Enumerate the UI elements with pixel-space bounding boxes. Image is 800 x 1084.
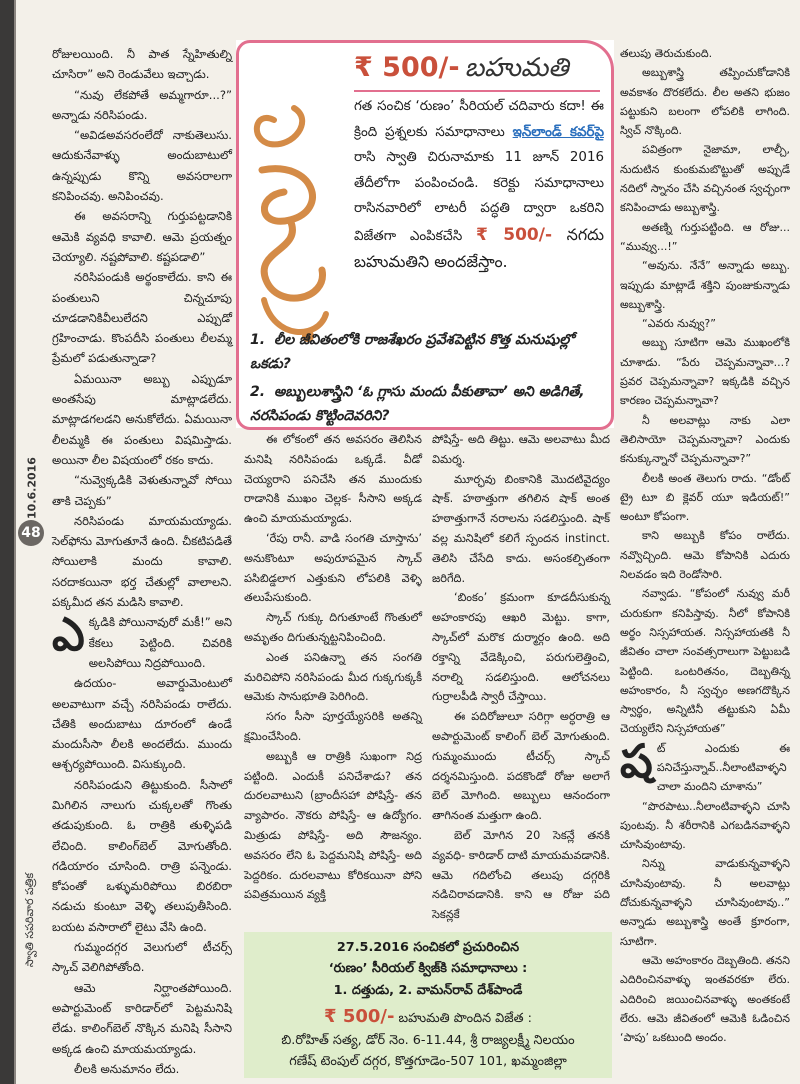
paragraph: నరిసిపండు మాయమయ్యాడు. సెల్‌ఫోను మోగుతూనే ఉంది. చీకటిపడితే సోయిలాకి మందు కావాలి. సరదాకయినా భర్త చేతుల్లో వాలాలని. పక్కమీద తన మడిసి కావాలి. [52, 513, 232, 610]
page-number: 48 [18, 520, 44, 546]
paragraph: బెల్ మోగిన 20 సెకన్లే తనకి వ్యవధి- కారిడార్ దాటి మాయమవడానికి. ఆమె గదిలోంచి తలుపు దగ్గరికి నడిచిరావడానికి. కాని ఆ రోజు పది సెకన్లకే [432, 828, 610, 922]
answers-subheading: ‘రుణం’ సీరియల్ క్విజ్‌కి సమాధానాలు : [328, 961, 528, 976]
issue-date-vertical [22, 458, 42, 518]
paragraph: అబ్బు సూటిగా ఆమె ముఖంలోకి చూశాడు. “పేరు చెప్పమన్నావా...? ప్రవర చెప్పమన్నావా? ఇక్కడికి వచ్చిన కారణం చెప్పమన్నావా? [620, 336, 790, 408]
paragraph: రోజులయింది. నీ పాత స్నేహితుల్ని చూసిరా” అని రెండువేలు ఇచ్చాడు. [52, 47, 232, 82]
magazine-title: స్వాతి సపరివార పత్రిక [23, 872, 36, 968]
quiz-question-1 [250, 328, 602, 376]
paragraph: ‘బింకం’ క్రమంగా కూడదీసుకున్న అహంకారపు ఆఖరి మెట్టు. కాగా, స్కాచ్‌లో మరొక దుర్మార్గం ఉంది. అది రక్తాన్ని వేడెక్కించి, పరుగులెత్తించి, నరాల్ని సడలిస్తుంది. ఆలోచనలు గుర్రాలపీడి స్వారీ చేస్తాయి. [432, 591, 610, 704]
paragraph: కాని అబ్బుకి కోపం రాలేదు. నవ్వొచ్చింది. ఆమె కోపానికి ఎదురు నిలవడం ఇది రెండోసారి. [620, 529, 790, 582]
swati-logo-icon [244, 100, 336, 350]
paragraph: ఆమె అహంకారం దెబ్బతింది. తనని ఎదిరించినవాళ్ళు ఇంతవరకూ లేరు. ఎదిరించి జయించినవాళ్ళు అంతకంటే లేరు. ఆమె జీవితంలో ఆమెకి ఓడించిన ‘పాపు’ ఒకటుంది అందం. [620, 953, 790, 1045]
paragraph: ఈ లోకంలో తన అవసరం తెలిసిన మనిషి నరిసిపండు ఒక్కడే. వీడో చెయ్యరాని పనిచేసి తన ముందుకు రాడానికి ముఖం చెల్లక- సీసాని అక్కడ ఉంచి మాయమయ్యాడు. [244, 433, 422, 526]
paragraph: మూర్ఛవు బింకానికి మొదటివైద్యం షాక్. హఠాత్తుగా తగిలిన షాక్ అంత హఠాత్తుగానే నరాలను సడలిస్తుంది. షాక్ వల్ల మనిషిలో కలిగే స్పందన instinct. తెలిసి చేసేది కాదు. అసంకల్పితంగా జరిగేది. [432, 472, 610, 585]
drop-cap-paragraph [52, 607, 232, 673]
paragraph: పవిత్రంగా నైజామా, లాల్చీ, నుదుటిన కుంకుమబొట్టుతో అప్పుడే నదిలో స్నానం చేసి వచ్చినంత స్వచ్ఛంగా కనిపించాడు అబ్బుశాస్త్రి. [620, 143, 790, 215]
paragraph: ఈ పదిరోజులూ సరిగ్గా అర్ధరాత్రి ఆ అపార్టుమెంట్ కాలింగ్ బెల్ మోగుతుంది. గుమ్మంముందు టీచర్స్ స్కాచ్ దర్శనమిస్తుంది. పదకొండో రోజు అలాగే బెల్ మోగింది. అబ్బులు ఆనందంగా తాగినంత మత్తుగా ఉంది. [432, 710, 610, 823]
prize-word: బహుమతి [464, 53, 569, 83]
column-4 [620, 44, 790, 1047]
magazine-title-vertical [16, 760, 46, 1080]
paragraph: నవ్వాడు. “కోపంలో నువ్వు మరీ చురుకుగా కనిపిస్తావు. నీలో కోపానికి అర్థం నిస్సహాయత. నిస్సహాయతకి నీ జీవితం చాలా సంవత్సరాలుగా పెట్టుబడి పెట్టింది. ఒంటరితనం, దెబ్బతిన్న అహంకారం, నీ స్వచ్ఛం అణగదొక్కిన స్వార్థం, అన్నిటినీ తట్టుకుని ఏమీ చెయ్యలేని నిస్సహాయత” [620, 587, 790, 736]
answers-heading: 27.5.2016 సంచికలో ప్రచురించిన [336, 940, 520, 955]
column-2 [244, 430, 422, 905]
winner-address-1: బి.రోహిత్ సత్య, డోర్ నెం. 6-11.44, శ్రీ రాజ్యలక్ష్మీ నిలయం [281, 1033, 575, 1048]
previous-answers-box [244, 932, 612, 1078]
intro-text: నగదు బహుమతిని అందజేస్తాం. [354, 224, 605, 271]
paragraph: “నువ్వెక్కడికి వెళుతున్నావో సోయి తాకి చెప్పకు” [52, 473, 232, 508]
answers-list: 1. దత్తుడు, 2. వామన్‌రావ్ దేశ్‌పాండే [333, 983, 523, 998]
paragraph: నిన్ను వాడుకున్నవాళ్ళని చూసివుంటావు. నీ అలవాట్లు దోచుకున్నవాళ్ళని చూసివుంటావు..” అన్నాడు అబ్బుశాస్త్రి అంతే క్రూరంగా, సూటిగా. [620, 857, 790, 948]
question-text: లీల జీవితంలోకి రాజశేఖరం ప్రవేశపెట్టిన కొత్త మనుషుల్లో ఒకడు? [250, 332, 574, 372]
intro-text: గత సంచిక ‘రుణం’ సీరియల్ చదివారు కదా! ఈ క్రింది ప్రశ్నలకు సమాధానాలు [354, 99, 604, 140]
paragraph: తలుపు తెరుచుకుంది. [620, 47, 713, 60]
binding-strip [0, 0, 14, 1084]
question-text: అబ్బులుశాస్త్రిని ‘ఓ గ్లాసు మందు పీకుతావా’ అని అడిగితే, నరసిపండు కొట్టిందెవరిని? [250, 384, 585, 424]
paragraph: లీలకి అనుమానం లేదు. [74, 1061, 180, 1076]
paragraph: సగం సీసా పూర్తయ్యేసరికి అతన్ని క్షమించేసింది. [244, 710, 422, 743]
paragraph: “నువు లేకపోతే అమ్మగారూ...?” అన్నాడు నరిసిపండు. [52, 87, 232, 122]
paragraph: పోషిస్తే- అది తిట్టు. ఆమె అలవాటు మీద విమర్శ. [432, 433, 610, 466]
paragraph: ఆమె నిర్ఘాంతపోయింది. అపార్టుమెంట్ కారిడార్‌లో పెట్టమనిషి లేడు. కాలింగ్‌బెల్ నొక్కిన మనిషి సీసాని అక్కడ ఉంచి మాయమయ్యాడు. [52, 980, 232, 1056]
paragraph: నీ అలవాట్లు నాకు ఎలా తెలిసాయో చెప్పమన్నావా? ఎందుకు కనుక్కున్నానో చెప్పమన్నావా?” [620, 413, 790, 466]
paragraph: “ఎవరు నువ్వు?” [642, 317, 716, 331]
winner-amount: ₹ 500/- [324, 1006, 395, 1027]
paragraph: అబ్బుశాస్త్రి తప్పించుకోడానికి అవకాశం దొరకలేదు. లీల అతని భుజం పట్టుకుని బలంగా లోపలికి లాగింది. స్విచ్ నొక్కింది. [620, 66, 790, 138]
inland-cover-highlight: ఇన్‌లాండ్ కవర్‌పై [512, 124, 604, 140]
winner-label: బహుమతి పొందిన విజేత : [398, 1011, 532, 1026]
column-3 [432, 430, 610, 925]
question-number: 1. [250, 332, 266, 348]
paragraph: గుమ్మందగ్గర వెలుగులో టీచర్స్ స్కాచ్ వెలిగిపోతోంది. [52, 940, 232, 975]
quiz-box [236, 40, 614, 428]
paragraph: ‘రేపు రానీ. వాడి సంగతి చూస్తాను’ అనుకొంటూ అపురూపమైన స్కాచ్ పసిబిడ్డలాగ ఎత్తుకుని లోపలికి వెళ్ళి తలుపేసుకుంది. [244, 531, 422, 605]
drop-cap-rest: క్కడికి పోయినావురో మకీ!” అని కేకలు పెట్టింది. చివరికి అలసిపోయి నిద్రపోయింది. [88, 615, 232, 670]
intro-text: రాసి స్వాతి చిరునామాకు 11 జూన్ 2016 తేదీలోగా పంపించండి. కరెక్టు సమాధానాలు రాసినవారిలో లాటరీ పద్ధతి ద్వారా ఒకరిని విజేతగా ఎంపికచేసి [354, 150, 604, 244]
paragraph: “అవిడఅవసరంలేదో నాకుతెలుసు. ఆదుకునేవాళ్ళు అందుబాటులో ఉన్నప్పుడు కొన్ని అవసరాలగా కనిపించవు. అనిపించవు. [52, 128, 232, 204]
quiz-instructions [354, 94, 604, 277]
question-number: 2. [250, 384, 266, 400]
prize-underline [354, 90, 600, 92]
drop-cap: ఎ [52, 607, 85, 662]
column-1 [52, 44, 232, 1079]
paragraph: “పొరపాటు..నీలాంటివాళ్ళని చూసి పుంటవు. నీ శరీరానికి ఎగబడినవాళ్ళని చూసివుంటావు. [620, 799, 790, 852]
winner-address-2: గణేష్ టెంపుల్ దగ్గర, కొత్తగూడెం-507 101, ఖమ్మంజిల్లా [289, 1054, 567, 1069]
paragraph: స్కాచ్ గుక్కు దిగుతూంటే గొంతులో అమృతం దిగుతున్నట్టనిపించింది. [244, 611, 422, 644]
paragraph: నరిసిపండుకి అర్థంకాలేదు. కాని ఈ పంతులుని చిన్నచూపు చూడడానికివీలులేదని ఎప్పుడో గ్రహించాడు. కొంపదీసి పంతులు లీలమ్మ ప్రేమలో పడుతున్నాడా? [52, 270, 232, 366]
drop-cap-paragraph [620, 733, 790, 797]
winner-line [244, 1006, 612, 1029]
drop-cap-rest: ట్‌ ఎందుకు ఈ పనిచేస్తున్నావ్..నీలాంటివాళ్ళని చాలా మందిని చూశాను” [656, 741, 790, 794]
issue-date: 10.6.2016 [25, 457, 39, 519]
paragraph: నరిసిపండుని తిట్టుకుంది. సీసాలో మిగిలిన నాలుగు చుక్కలతో గొంతు తడుపుకుంది. ఓ రాత్రికి తుళ్ళిపడి లేచింది. కాలింగ్‌బెల్ మోగుతోంది. గడియారం చూసింది. రాత్రి పన్నెండు. కోపంతో ఒళ్ళుమరిపోయి బిరబిరా నడుచు కుంటూ వెళ్ళి తలుపుతీసింది. బయట వసారాలో లైటు వేసి ఉంది. [52, 777, 232, 934]
paragraph: లీలకి అంత తెలుగు రాదు. “డోంట్ ట్రై టూ బి క్లెవర్ యూ ఇడియట్!” అంటూ కోపంగా. [620, 471, 790, 524]
prize-amount: ₹ 500/- [354, 52, 460, 83]
drop-cap: ష [620, 733, 653, 788]
intro-amount: ₹ 500/- [476, 224, 553, 245]
prize-heading [354, 52, 600, 90]
quiz-question-2 [250, 380, 602, 428]
paragraph: ఈ అవసరాన్ని గుర్తుపట్టడానికి ఆమెకి వ్యవధి కావాలి. ఆమె ప్రయత్నం చెయ్యాలి. నష్టపోవాలి. కష్టపడాలి” [52, 209, 232, 264]
paragraph: ఏమయినా అబ్బు ఎప్పుడూ అంతసేపు మాట్లాడలేదు. మాట్లాడగలడని అనుకోలేదు. ఏమయినా లీలమ్మకి ఈ పంతులు విషమిస్తాడు. అయినా లీల విషయంలో రకం కాదు. [52, 371, 232, 467]
paragraph: అతణ్ని గుర్తుపట్టింది. ఆ రోజు... “మువ్వు...!” [620, 220, 790, 253]
paragraph: ఉదయం- అవార్డుమెంటులో అలవాటుగా వచ్చే నరిసిపండు రాలేదు. చేతికి అందుబాటు దూరంలో ఉండే మందుసీసా లీలకి అందలేదు. ముందు ఆశ్చర్యపోయింది. విసుక్కుంది. [52, 676, 232, 772]
paragraph: “అవును. నేనే” అన్నాడు అబ్బు. ఇప్పుడు మాట్లాడే శక్తిని పుంజుకున్నాడు అబ్బుశాస్త్రి. [620, 259, 790, 311]
paragraph: అబ్బుకి ఆ రాత్రికి సుఖంగా నిద్ర పట్టింది. ఎందుకీ పనిచేశాడు? తన దురలవాటుని (బ్రాందీసహా పోషిస్తే- తన వ్యాపారం. నౌకరు పోషిస్తే- ఆ ఉద్యోగం. మిత్రుడు పోషిస్తే- అది సౌజన్యం. అవసరం లేని ఓ పెద్దమనిషి పోషిస్తే- అది పెద్దరికం. దురలవాటు కోరికయినా పోని పవిత్రమయిన వ్యక్తి [244, 749, 422, 902]
paragraph: ఎంత పనిఉన్నా తన సంగతి మరిచిపోని నరిసిపండు మీద గుక్కగుక్కకీ ఆమెకు సానుభూతి పెరిగింది. [244, 650, 422, 704]
